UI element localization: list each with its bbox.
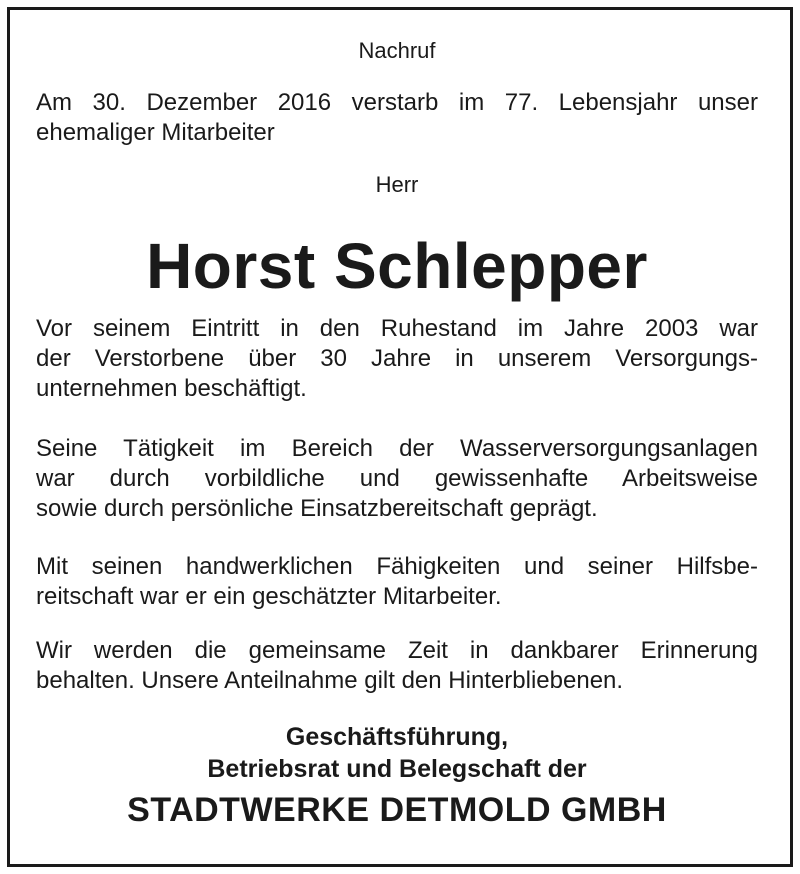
paragraph-line: war durch vorbildliche und gewissenhafte Arbeitsweise <box>36 465 758 492</box>
paragraph-line: Wir werden die gemeinsame Zeit in dankbarer Erinnerung <box>36 637 758 664</box>
heading: Nachruf <box>358 38 436 63</box>
paragraph-line: der Verstorbene über 30 Jahre in unserem Versorgungs- <box>36 345 758 372</box>
signature-line: Betriebsrat und Belegschaft der <box>207 755 587 783</box>
paragraph-line: Seine Tätigkeit im Bereich der Wasserversorgungsanlagen <box>36 435 758 462</box>
paragraph-line: Vor seinem Eintritt in den Ruhestand im Jahre 2003 war <box>36 315 758 342</box>
deceased-name: Horst Schlepper <box>146 230 648 302</box>
intro-line: Am 30. Dezember 2016 verstarb im 77. Lebensjahr unser <box>36 89 758 116</box>
paragraph-line: reitschaft war er ein geschätzter Mitarbeiter. <box>36 583 502 610</box>
paragraph-line: unternehmen beschäftigt. <box>36 375 307 402</box>
paragraph-line: sowie durch persönliche Einsatzbereitschaft geprägt. <box>36 495 598 522</box>
signature-line: Geschäftsführung, <box>285 723 509 751</box>
paragraph-line: Mit seinen handwerklichen Fähigkeiten und seiner Hilfsbe- <box>36 553 758 580</box>
intro-line: ehemaliger Mitarbeiter <box>36 119 275 146</box>
paragraph-line: behalten. Unsere Anteilnahme gilt den Hinterbliebenen. <box>36 667 624 694</box>
salutation: Herr <box>375 172 419 197</box>
company-name: STADTWERKE DETMOLD GMBH <box>127 791 667 829</box>
